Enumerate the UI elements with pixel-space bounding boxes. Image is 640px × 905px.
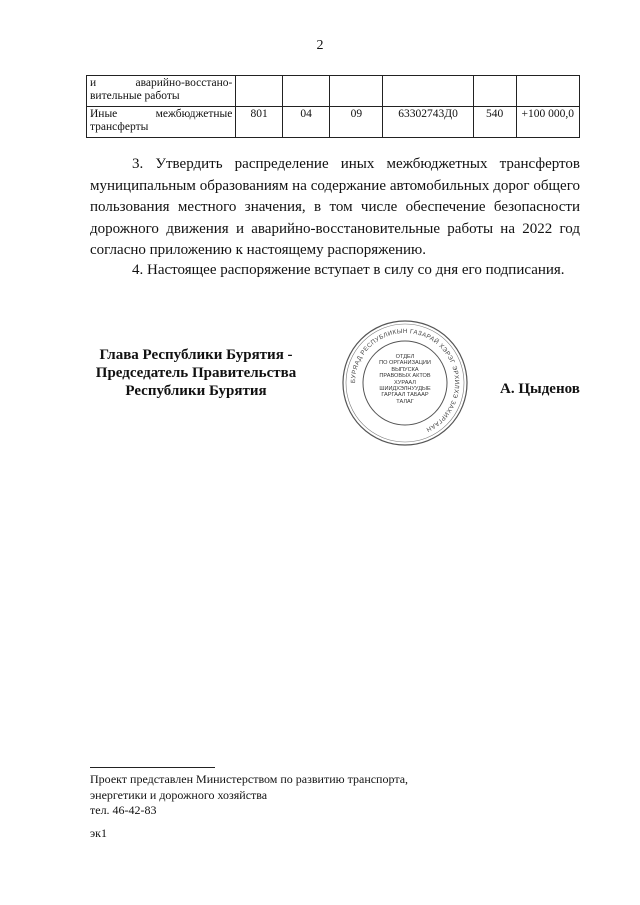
seal-text-line: ПО ОРГАНИЗАЦИИ: [379, 360, 431, 367]
table-cell-sum: +100 000,0: [516, 107, 580, 138]
table-cell-csr: 63302743Д0: [383, 107, 473, 138]
paragraph-3: 3. Утвердить распределение иных межбюджетных трансфертов муниципальным образованиям на содержание автомобильных дорог общего пользования местного значения, в том числе обеспечение безопасности дорожного движения и аварийно-восстановительные работы на 2022 год согласно приложению к настоящему распоряжению.: [90, 156, 580, 258]
table-cell-rz: [282, 76, 330, 107]
signatory-title-line: Республики Бурятия: [125, 383, 267, 399]
seal-text-line: ШИИДХЭЛНУУДЫЕ: [379, 386, 431, 393]
table-cell-csr: [383, 76, 473, 107]
seal-text-line: ХУРААЛ: [394, 379, 416, 386]
table-cell-name: Иные межбюджетные трансферты: [87, 107, 236, 138]
signatory-title-line: Глава Республики Бурятия -: [99, 347, 293, 363]
table-cell-grbs: 801: [236, 107, 282, 138]
seal-text-line: ТАЛАГ: [396, 398, 414, 405]
footnote-line: Проект представлен Министерством по развитию транспорта,: [90, 772, 409, 786]
table-cell-vr: 540: [473, 107, 516, 138]
document-code: эк1: [90, 826, 107, 840]
table-row: [87, 107, 580, 138]
footnote-divider: [90, 767, 215, 768]
seal-text-line: ГАРГААЛ ТАБААР: [381, 392, 429, 399]
page-number: 2: [316, 38, 324, 53]
footnote: [90, 772, 408, 819]
svg-text:БУРЯАД РЕСПУБЛИКЫН ГАЗАРАЙ ХЭР: БУРЯАД РЕСПУБЛИКЫН ГАЗАРАЙ ХЭРЭГ ЭРХИЛХЭ ЗАХИРГААН: [349, 327, 461, 434]
footnote-line: тел. 46-42-83: [90, 803, 157, 817]
table-cell-pr: 09: [330, 107, 383, 138]
table-cell-grbs: [236, 76, 282, 107]
signatory-title-line: Председатель Правительства: [95, 365, 297, 381]
signatory-name: А. Цыденов: [500, 381, 580, 397]
table-row: [87, 76, 580, 107]
seal-text-line: ВЫПУСКА: [391, 366, 419, 373]
paragraph-4: 4. Настоящее распоряжение вступает в силу со дня его подписания.: [132, 262, 565, 278]
official-seal: [340, 318, 470, 448]
seal-text-line: ПРАВОВЫХ АКТОВ: [379, 373, 431, 380]
signatory-title: [86, 346, 306, 400]
footnote-line: энергетики и дорожного хозяйства: [90, 787, 268, 802]
seal-text-line: ОТДЕЛ: [395, 354, 415, 360]
table-cell-rz: 04: [282, 107, 330, 138]
table-cell-name: и аварийно-восстано-вительные работы: [87, 76, 236, 107]
budget-table: [86, 75, 580, 138]
seal-text: [365, 354, 445, 405]
table-cell-pr: [330, 76, 383, 107]
table-cell-vr: [473, 76, 516, 107]
table-cell-sum: [516, 76, 580, 107]
